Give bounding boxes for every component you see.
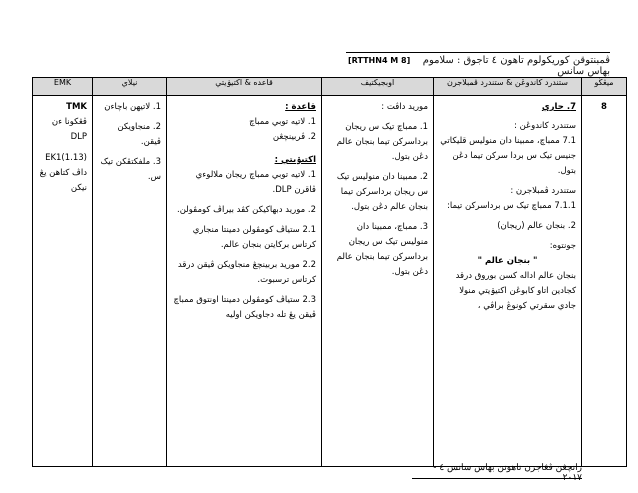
column-header-minggu: ميڠڬو bbox=[582, 78, 627, 96]
cell-nilai bbox=[93, 96, 167, 467]
example-label: جونتوه: bbox=[549, 241, 576, 251]
sp-item: 2. بنجان عالم (ريجان) bbox=[497, 221, 576, 231]
lesson-plan-table bbox=[32, 77, 627, 467]
table-row bbox=[33, 96, 627, 467]
footer-text: رانچڠن ڤڠاجرن تاهونن بهاس سانس ٤ - ٢٠١٧ bbox=[433, 463, 582, 483]
sp-text: 7.1.1 ممباچ تيک س برداسرکن تيما: bbox=[446, 201, 576, 211]
emk-code: EK1(1.13) bbox=[45, 153, 87, 163]
cell-standard bbox=[434, 96, 582, 467]
kaedah-title: قاعدة : bbox=[285, 102, 316, 112]
column-header-objektif: اوبجيکتيف bbox=[322, 78, 434, 96]
document-title: ڤمبنتوقن كوريكولوم تاهون ٤ تاجوق : سلاموم بهاس سانس bbox=[422, 55, 610, 77]
column-header-nilai: نيلاي bbox=[93, 78, 167, 96]
cell-emk bbox=[33, 96, 93, 467]
nilai-item: 3. ملفکتڤکن تيک س. bbox=[100, 157, 161, 182]
cell-objektif bbox=[322, 96, 434, 467]
column-header-standard: ستندرد کاندوڠن & ستندرد ڤمبلاجرن bbox=[434, 78, 582, 96]
kaedah-item: 2. ڤربينچڠن bbox=[272, 132, 316, 142]
aktiviti-item: 2.2 موريد بربينچڠ منجاويکن ڤيقن درقد کرتاس ترسبوت. bbox=[177, 260, 316, 285]
aktiviti-item: 1. لاتيه توبي ممباچ ريجان ملالوءي ڤاقرن DLP. bbox=[195, 170, 316, 195]
objektif-item: 3. ممباچ، ممبينا دان منوليس تيک س ريجان برداسرکن تيما بنجان عالم دڠن بتول. bbox=[336, 222, 428, 277]
cell-kaedah bbox=[167, 96, 322, 467]
standard-title: 7. حاري bbox=[541, 102, 576, 112]
aktiviti-title: اکتيۏيتي : bbox=[274, 155, 316, 165]
kaedah-item: 1. لاتيه توبي ممباچ bbox=[249, 117, 316, 127]
aktiviti-item: 2. موريد دبهاکيکن کڤد بيراڤ کومڤولن. bbox=[177, 205, 316, 215]
sk-label: ستندرد کاندوڠن : bbox=[514, 121, 576, 131]
document-code: [RTTHN4 M 8] bbox=[348, 56, 411, 65]
nilai-item: 1. لاتيهن باچاءن bbox=[104, 102, 161, 112]
aktiviti-item: 2.3 ستياڤ کومڤولن دمينتا اونتوق ممباچ ڤيقن يڠ تله دجاويکن اوليه bbox=[173, 295, 316, 320]
footer-rule bbox=[412, 478, 582, 479]
week-number: 8 bbox=[601, 102, 607, 112]
aktiviti-item: 2.1 ستياڤ کومڤولن دمينتا منجاري کرتاس برکايتن بنجان عالم. bbox=[192, 225, 316, 250]
emk-line2: ڤڠکونا ءن DLP bbox=[51, 117, 87, 142]
column-header-kaedah: قاعده & اکتيۏيتي bbox=[167, 78, 322, 96]
objektif-lead: موريد داڤت : bbox=[381, 102, 428, 112]
example-quote: " بنجان عالم " bbox=[477, 256, 538, 266]
table-header-row bbox=[33, 78, 627, 96]
column-header-emk: EMK bbox=[33, 78, 93, 96]
emk-title: TMK bbox=[66, 102, 87, 112]
nilai-item: 2. منجاويکن ڤيقن. bbox=[117, 122, 161, 147]
emk-desc: داڤ کتاهن يڠ نيکن bbox=[39, 168, 87, 193]
example-passage: بنجان عالم اداله کسن بوروق درقد کجادين اتاو کابوڠن اکتيۏيتي منولا جادي سقرتي کونوڠ براڤي ، bbox=[455, 271, 576, 311]
sk-text: 7.1 ممباچ، ممبينا دان منوليس قليکاتي جنيس تيک س بردا سرکن تيما دڠن بتول. bbox=[440, 136, 576, 176]
objektif-item: 1. ممباچ تيک س ريجان برداسرکن تيما بنجان عالم دڠن بتول. bbox=[336, 122, 428, 162]
objektif-item: 2. ممبينا دان منوليس تيک س ريجان برداسرکن تيما بنجان عالم دڠن بتول. bbox=[336, 172, 428, 212]
header-rule bbox=[346, 52, 610, 53]
cell-minggu bbox=[582, 96, 627, 467]
sp-label: ستندرد ڤمبلاجرن : bbox=[510, 186, 576, 196]
